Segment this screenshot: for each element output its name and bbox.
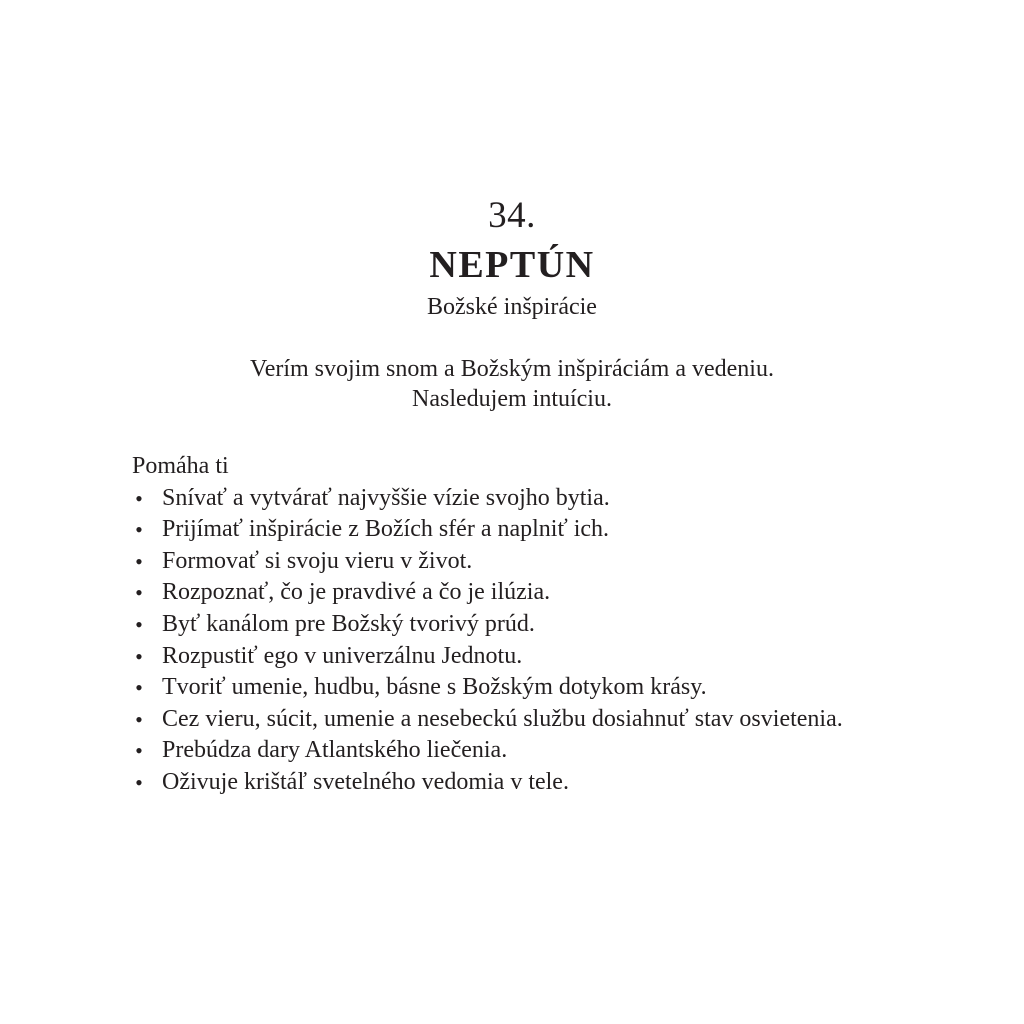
bullet-icon: • [135,738,143,764]
list-item-text: Tvoriť umenie, hudbu, básne s Božským dotykom krásy. [162,674,707,701]
bullet-icon: • [135,643,143,669]
helps-heading: Pomáha ti [132,453,229,479]
affirmation [196,354,828,414]
helps-section [132,451,852,799]
bullet-icon: • [135,548,143,574]
list-item-text: Rozpoznať, čo je pravdivé a čo je ilúzia. [162,579,551,606]
list-item [132,577,852,609]
list-item-text: Prebúdza dary Atlantského liečenia. [162,737,508,764]
list-item [132,641,852,673]
list-item-text: Cez vieru, súcit, umenie a nesebeckú službu dosiahnuť stav osvietenia. [162,705,843,732]
list-item-text: Byť kanálom pre Božský tvorivý prúd. [162,610,535,637]
card-title: NEPTÚN [429,244,595,286]
list-item [132,483,852,515]
list-item [132,767,852,799]
card-subtitle: Božské inšpirácie [427,294,597,320]
bullet-icon: • [135,485,143,511]
bullet-icon: • [135,675,143,701]
bullet-icon: • [135,517,143,543]
list-item [132,609,852,641]
list-item [132,735,852,767]
bullet-icon: • [135,611,143,637]
card-number: 34. [488,195,536,236]
list-item [132,704,852,736]
list-item [132,672,852,704]
affirmation-line: Nasledujem intuíciu. [412,386,612,412]
list-item-text: Formovať si svoju vieru v život. [162,547,473,574]
helps-list [132,483,852,799]
affirmation-line: Verím svojim snom a Božským inšpiráciám a vedeniu. [250,356,774,382]
list-item-text: Prijímať inšpirácie z Božích sfér a naplniť ich. [162,516,610,543]
bullet-icon: • [135,769,143,795]
list-item [132,546,852,578]
list-item-text: Snívať a vytvárať najvyššie vízie svojho bytia. [162,484,610,511]
bullet-icon: • [135,706,143,732]
bullet-icon: • [135,580,143,606]
list-item [132,514,852,546]
list-item-text: Rozpustiť ego v univerzálnu Jednotu. [162,642,523,669]
list-item-text: Oživuje krištáľ svetelného vedomia v tele. [162,768,569,795]
